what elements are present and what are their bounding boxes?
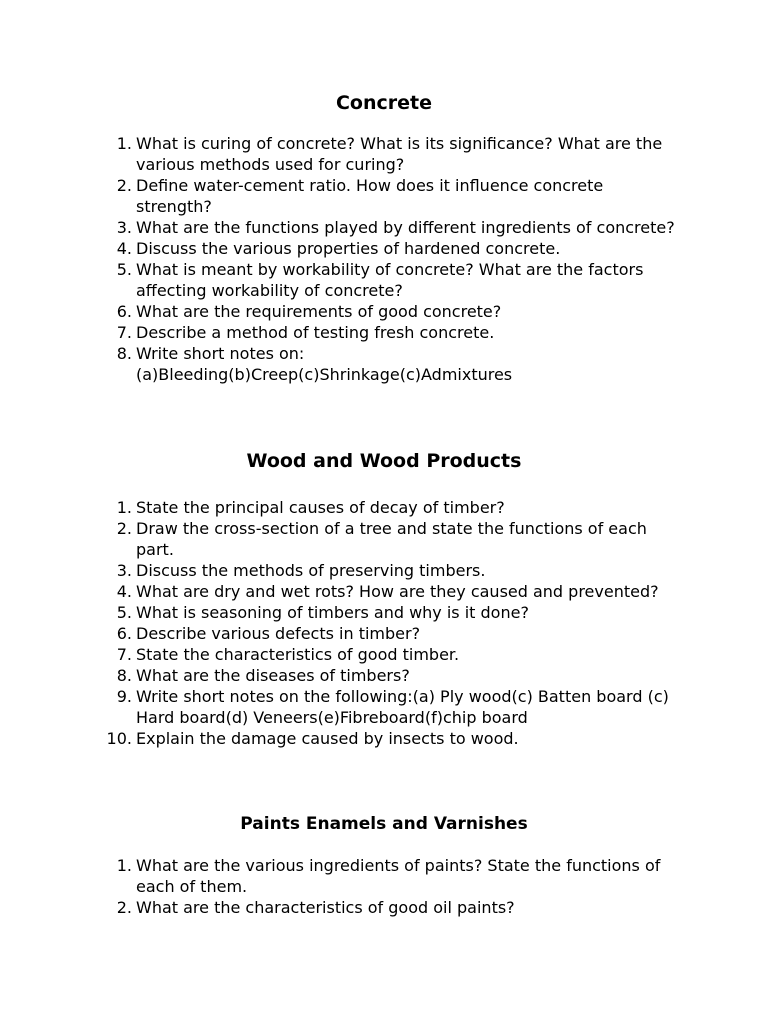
question-text: What is curing of concrete? What is its significance? What are the various methods used for curing? xyxy=(136,134,663,174)
question-number: 10. xyxy=(106,729,132,748)
list-item xyxy=(0,343,676,385)
question-text: State the characteristics of good timber. xyxy=(136,645,460,664)
question-text: Write short notes on the following:(a) Ply wood(c) Batten board (c) Hard board(d) Veneers(e)Fibreboard(f)chip board xyxy=(136,687,669,727)
question-number: 1. xyxy=(116,134,132,153)
question-text: Explain the damage caused by insects to wood. xyxy=(136,729,519,748)
list-item xyxy=(0,518,676,560)
list-item xyxy=(0,644,676,665)
question-list-concrete xyxy=(0,133,768,385)
list-item xyxy=(0,897,676,918)
question-number: 2. xyxy=(116,519,132,538)
list-item xyxy=(0,238,676,259)
list-item xyxy=(0,728,676,749)
question-list-paints xyxy=(0,855,768,918)
question-number: 1. xyxy=(116,498,132,517)
question-number: 6. xyxy=(116,302,132,321)
question-text: What is meant by workability of concrete? What are the factors affecting workability of concrete? xyxy=(136,260,644,300)
question-text: Define water-cement ratio. How does it influence concrete strength? xyxy=(136,176,604,216)
section-title-concrete: Concrete xyxy=(335,92,432,114)
question-number: 7. xyxy=(116,645,132,664)
list-item xyxy=(0,259,676,301)
question-number: 1. xyxy=(116,856,132,875)
list-item xyxy=(0,686,676,728)
question-text: Describe various defects in timber? xyxy=(136,624,421,643)
list-item xyxy=(0,175,676,217)
list-item xyxy=(0,602,676,623)
question-text: Describe a method of testing fresh concrete. xyxy=(136,323,495,342)
question-number: 8. xyxy=(116,666,132,685)
question-text: What are dry and wet rots? How are they caused and prevented? xyxy=(136,582,659,601)
section-title-wood: Wood and Wood Products xyxy=(246,450,522,472)
question-text: Discuss the methods of preserving timbers. xyxy=(136,561,486,580)
question-number: 5. xyxy=(116,603,132,622)
list-item xyxy=(0,665,676,686)
question-text: What are the various ingredients of paints? State the functions of each of them. xyxy=(136,856,661,896)
question-text: What are the diseases of timbers? xyxy=(136,666,410,685)
list-item xyxy=(0,301,676,322)
question-list-wood xyxy=(0,497,768,749)
question-number: 2. xyxy=(116,898,132,917)
section-title-paints: Paints Enamels and Varnishes xyxy=(240,814,528,834)
question-text: What are the functions played by different ingredients of concrete? xyxy=(136,218,675,237)
question-number: 8. xyxy=(116,344,132,363)
list-item xyxy=(0,217,676,238)
list-item xyxy=(0,497,676,518)
list-item xyxy=(0,322,676,343)
question-text: Discuss the various properties of hardened concrete. xyxy=(136,239,561,258)
question-number: 3. xyxy=(116,561,132,580)
question-text: What are the characteristics of good oil paints? xyxy=(136,898,515,917)
question-text: What are the requirements of good concrete? xyxy=(136,302,502,321)
list-item xyxy=(0,133,676,175)
question-number: 5. xyxy=(116,260,132,279)
question-text: Write short notes on: (a)Bleeding(b)Creep(c)Shrinkage(c)Admixtures xyxy=(136,344,513,384)
question-number: 9. xyxy=(116,687,132,706)
list-item xyxy=(0,560,676,581)
question-number: 7. xyxy=(116,323,132,342)
question-number: 6. xyxy=(116,624,132,643)
list-item xyxy=(0,623,676,644)
question-text: Draw the cross-section of a tree and state the functions of each part. xyxy=(136,519,647,559)
question-number: 2. xyxy=(116,176,132,195)
question-text: State the principal causes of decay of timber? xyxy=(136,498,505,517)
list-item xyxy=(0,855,676,897)
question-text: What is seasoning of timbers and why is it done? xyxy=(136,603,529,622)
list-item xyxy=(0,581,676,602)
question-number: 4. xyxy=(116,239,132,258)
question-number: 4. xyxy=(116,582,132,601)
question-number: 3. xyxy=(116,218,132,237)
